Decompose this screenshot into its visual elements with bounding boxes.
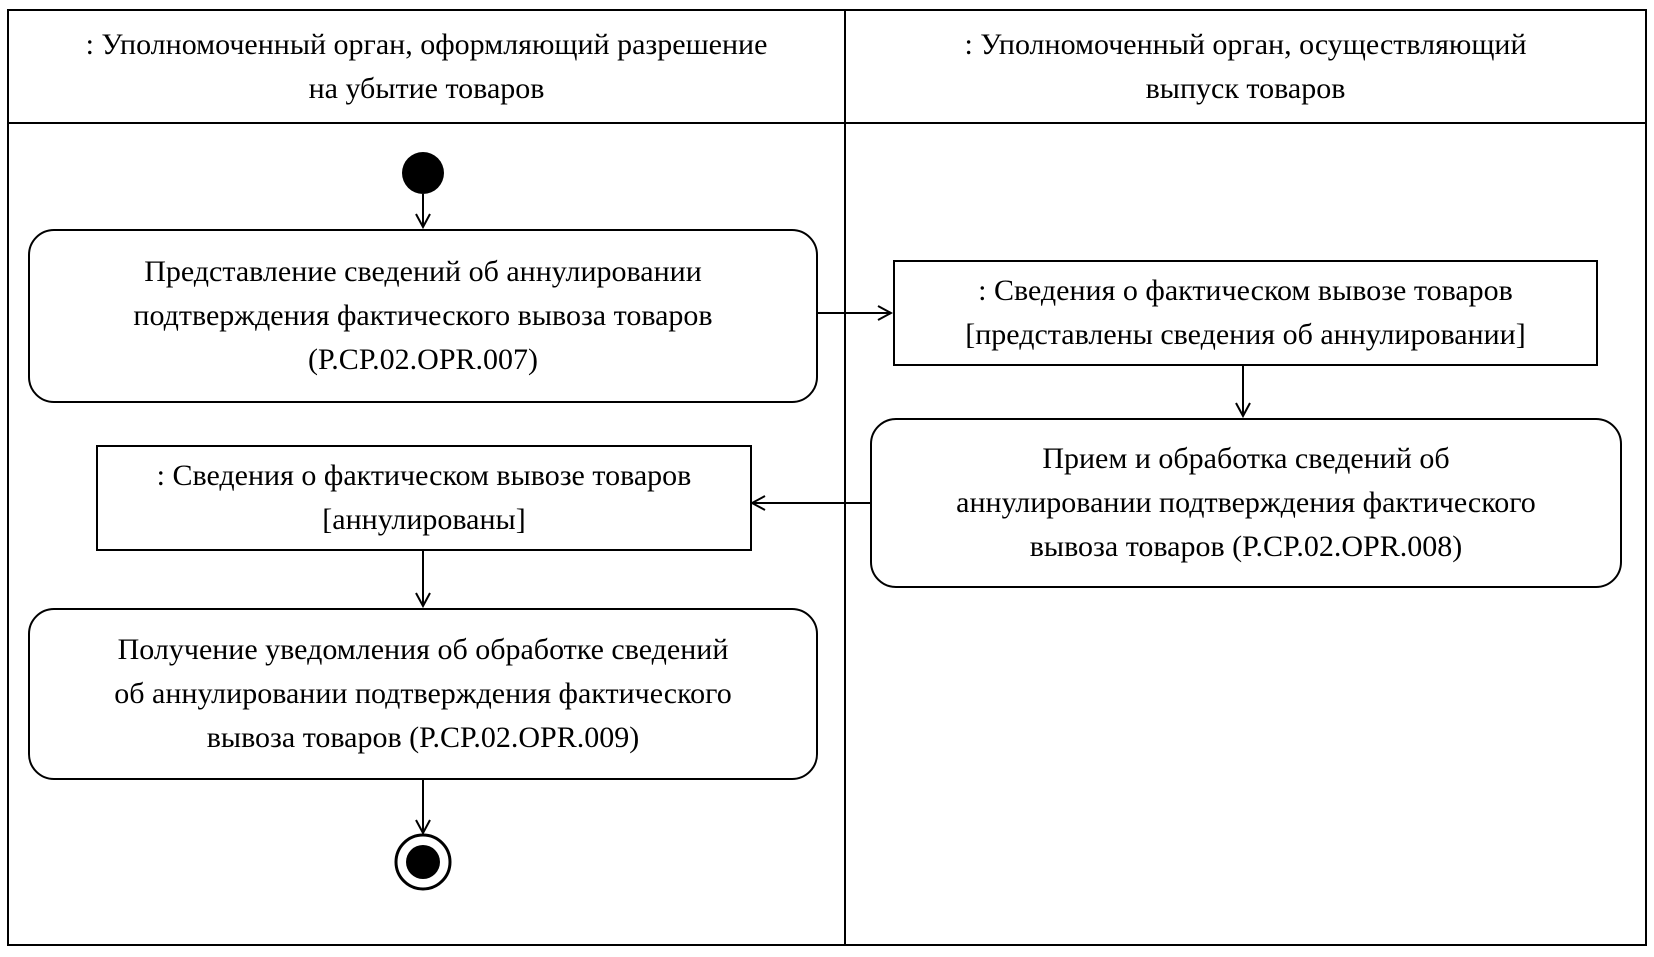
final-node-inner <box>406 845 440 879</box>
action-receive-process: Прием и обработка сведений об аннулировании подтверждения фактического вывоза товаров (P.CP.02.OPR.008) <box>870 418 1622 588</box>
action-get-notification: Получение уведомления об обработке сведений об аннулировании подтверждения фактического вывоза товаров (P.CP.02.OPR.009) <box>28 608 818 780</box>
object-export-info-submitted: : Сведения о фактическом вывозе товаров [представлены сведения об аннулировании] <box>893 260 1598 366</box>
object-export-info-annulled: : Сведения о фактическом вывозе товаров [аннулированы] <box>96 445 752 551</box>
lane-header-right: : Уполномоченный орган, осуществляющий выпуск товаров <box>964 27 1527 105</box>
initial-node <box>402 152 444 194</box>
lane-header-left: : Уполномоченный орган, оформляющий разрешение на убытие товаров <box>85 27 768 105</box>
action-submit-annulment: Представление сведений об аннулировании подтверждения фактического вывоза товаров (P.CP.02.OPR.007) <box>28 229 818 403</box>
